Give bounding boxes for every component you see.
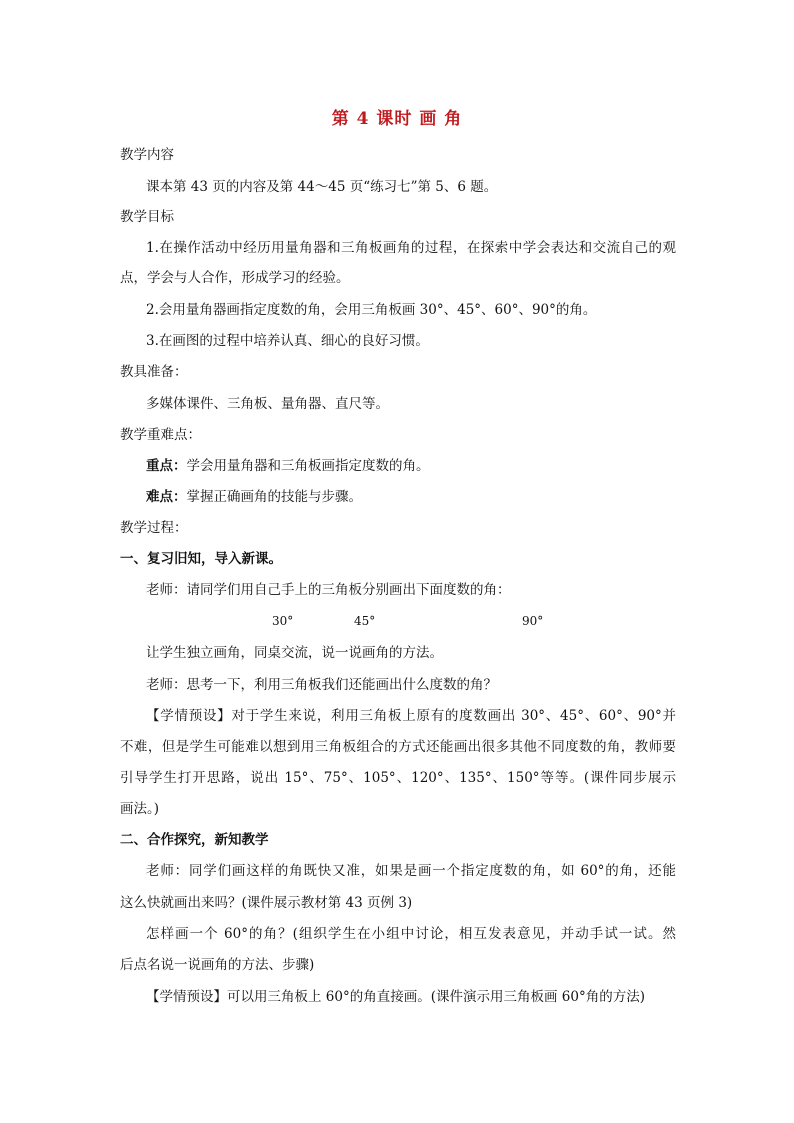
part-1-p3: 老师：思考一下，利用三角板我们还能画出什么度数的角？	[146, 677, 497, 693]
key-point	[146, 456, 430, 476]
goal-2: 2.会用量角器画指定度数的角，会用三角板画 30°、45°、60°、90°的角。	[146, 302, 597, 318]
process-label: 教学过程：	[120, 520, 188, 536]
part-2-p1-line-2: 这么快就画出来吗？(课件展示教材第 43 页例 3)	[120, 895, 413, 911]
part-1-p4-line-2: 不难，但是学生可能难以想到用三角板组合的方式还能画出很多其他不同度数的角，教师要	[120, 739, 676, 755]
content-text: 课本第 43 页的内容及第 44～45 页“练习七”第 5、6 题。	[146, 179, 498, 195]
content-label: 教学内容	[120, 147, 174, 163]
diff-text: 掌握正确画角的技能与步骤。	[186, 489, 362, 505]
angle-90: 90°	[522, 614, 544, 628]
part-2-p3: 【学情预设】可以用三角板上 60°的角直接画。(课件演示用三角板画 60°角的方法)	[146, 989, 645, 1005]
part-1-heading: 一、复习旧知，导入新课。	[120, 551, 282, 567]
part-1-p4-line-4: 画法。)	[120, 801, 160, 817]
part-2-heading: 二、合作探究，新知教学	[120, 832, 269, 848]
keypoints-label: 教学重难点：	[120, 427, 201, 443]
angle-45: 45°	[354, 614, 376, 628]
part-1-p4-line-1: 【学情预设】对于学生来说，利用三角板上原有的度数画出 30°、45°、60°、90°并	[146, 708, 676, 724]
key-label: 重点：	[146, 458, 187, 474]
part-2-p2-line-2: 后点名说一说画角的方法、步骤)	[120, 957, 315, 973]
page-title: 第 4 课时 画 角	[331, 109, 463, 129]
goals-label: 教学目标	[120, 209, 174, 225]
tools-label: 教具准备：	[120, 364, 188, 380]
part-1-p1: 老师：请同学们用自己手上的三角板分别画出下面度数的角：	[146, 582, 511, 598]
goal-1-line-1: 1.在操作活动中经历用量角器和三角板画角的过程，在探索中学会表达和交流自己的观	[146, 240, 676, 256]
part-2-p1-line-1: 老师：同学们画这样的角既快又准，如果是画一个指定度数的角，如 60°的角，还能	[146, 863, 676, 879]
angle-30: 30°	[272, 614, 294, 628]
goal-1-line-2: 点，学会与人合作，形成学习的经验。	[120, 270, 350, 286]
tools-text: 多媒体课件、三角板、量角器、直尺等。	[146, 396, 389, 412]
part-1-p4-line-3: 引导学生打开思路，说出 15°、75°、105°、120°、135°、150°等等。(课件同步展示	[120, 770, 676, 786]
difficult-point	[146, 487, 362, 507]
diff-label: 难点：	[146, 489, 187, 505]
part-1-p2: 让学生独立画角，同桌交流，说一说画角的方法。	[146, 645, 443, 661]
key-text: 学会用量角器和三角板画指定度数的角。	[186, 458, 430, 474]
goal-3: 3.在画图的过程中培养认真、细心的良好习惯。	[146, 333, 429, 349]
part-2-p2-line-1: 怎样画一个 60°的角？(组织学生在小组中讨论，相互发表意见，并动手试一试。然	[146, 926, 676, 942]
